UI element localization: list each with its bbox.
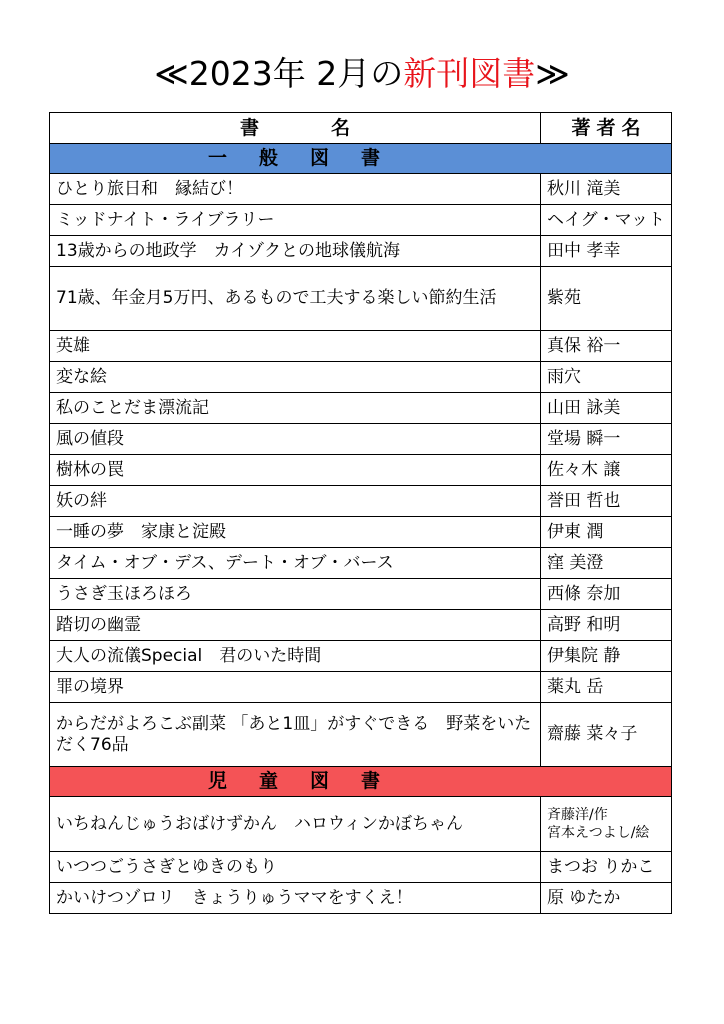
book-title: 罪の境界 [50,672,541,703]
title-prefix: ≪2023年 2月の [154,54,404,93]
book-author: 真保 裕一 [541,331,672,362]
table-row [50,362,672,393]
book-title: うさぎ玉ほろほろ [50,579,541,610]
book-title: いちねんじゅうおばけずかん ハロウィンかぼちゃん [50,797,541,852]
table-row [50,672,672,703]
table-row [50,548,672,579]
book-author: 伊集院 静 [541,641,672,672]
book-author: 齋藤 菜々子 [541,703,672,767]
header-title: 書名 [50,113,541,144]
book-author: 西條 奈加 [541,579,672,610]
book-title: 13歳からの地政学 カイゾクとの地球儀航海 [50,236,541,267]
book-title: 樹林の罠 [50,455,541,486]
table-row [50,517,672,548]
book-author [541,797,672,852]
book-author: 誉田 哲也 [541,486,672,517]
book-title: 英雄 [50,331,541,362]
section-general [50,144,672,174]
book-title: ミッドナイト・ライブラリー [50,205,541,236]
table-row [50,703,672,767]
section-general-label: 一般図書 [50,144,672,174]
book-author: 雨穴 [541,362,672,393]
book-author: 紫苑 [541,267,672,331]
table-row [50,797,672,852]
table-row [50,424,672,455]
book-author: 田中 孝幸 [541,236,672,267]
section-children-label: 児童図書 [50,767,672,797]
page-title [0,52,724,96]
table-row [50,610,672,641]
table-row [50,883,672,914]
book-title: 踏切の幽霊 [50,610,541,641]
book-title: 風の値段 [50,424,541,455]
book-title: 変な絵 [50,362,541,393]
book-author: ヘイグ・マット [541,205,672,236]
table-row [50,236,672,267]
table-row [50,331,672,362]
book-author: 秋川 滝美 [541,174,672,205]
book-title: からだがよろこぶ副菜 「あと1皿」がすぐできる 野菜をいただく76品 [50,703,541,767]
table-row [50,205,672,236]
header-author: 著者名 [541,113,672,144]
table-row [50,579,672,610]
book-title: ひとり旅日和 縁結び！ [50,174,541,205]
title-suffix: ≫ [535,54,570,93]
table-row [50,174,672,205]
table-row [50,393,672,424]
book-table [49,112,672,914]
book-title: 一睡の夢 家康と淀殿 [50,517,541,548]
title-highlight: 新刊図書 [403,54,536,93]
book-title: 大人の流儀Special 君のいた時間 [50,641,541,672]
table-header-row [50,113,672,144]
author-line-writer: 斉藤洋/作 [547,807,608,823]
section-children [50,767,672,797]
book-title: 71歳、年金月5万円、あるもので工夫する楽しい節約生活 [50,267,541,331]
book-author: まつお りかこ [541,852,672,883]
table-row [50,455,672,486]
book-author: 山田 詠美 [541,393,672,424]
book-title: タイム・オブ・デス、デート・オブ・バース [50,548,541,579]
book-author: 薬丸 岳 [541,672,672,703]
book-title: 私のことだま漂流記 [50,393,541,424]
book-author: 高野 和明 [541,610,672,641]
book-title: 妖の絆 [50,486,541,517]
book-author: 原 ゆたか [541,883,672,914]
book-title: いつつごうさぎとゆきのもり [50,852,541,883]
book-author: 佐々木 譲 [541,455,672,486]
table-row [50,486,672,517]
author-line-illustrator: 宮本えつよし/絵 [547,825,650,841]
book-author: 堂場 瞬一 [541,424,672,455]
book-author: 窪 美澄 [541,548,672,579]
table-row [50,267,672,331]
table-row [50,852,672,883]
book-author: 伊東 潤 [541,517,672,548]
book-title: かいけつゾロリ きょうりゅうママをすくえ！ [50,883,541,914]
table-row [50,641,672,672]
